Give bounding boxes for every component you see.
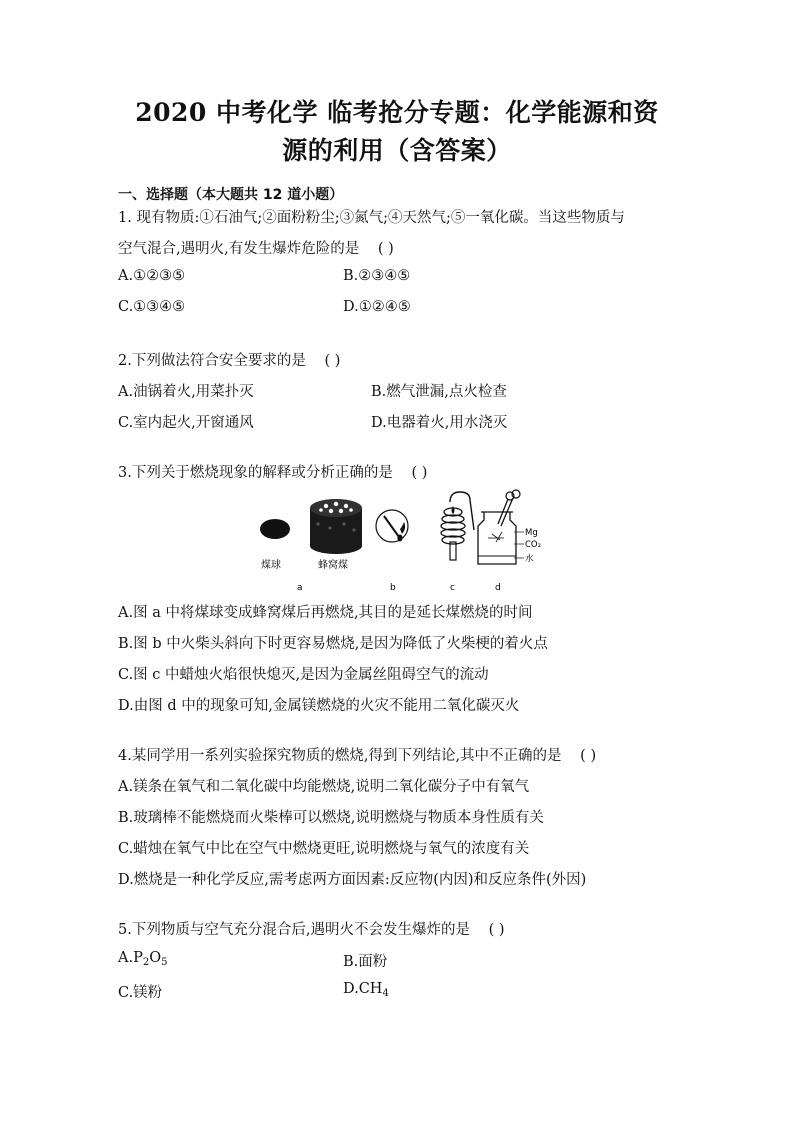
label-coal-ball: 煤球: [261, 560, 281, 571]
q3-option-a: A.图 a 中将煤球变成蜂窝煤后再燃烧,其目的是延长煤燃烧的时间: [118, 605, 533, 621]
label-water: 水: [525, 554, 534, 564]
q3-combustion-figure: [252, 484, 552, 596]
title-line-1: 2020 中考化学 临考抢分专题：化学能源和资: [135, 98, 659, 127]
honeycomb-briquette-image: [310, 499, 362, 554]
q4-stem-text: 4.某同学用一系列实验探究物质的燃烧,得到下列结论,其中不正确的是: [118, 748, 562, 764]
q5-option-d-text: D.CH: [343, 981, 383, 997]
q1-option-a: A.①②③⑤: [118, 268, 186, 284]
q3-stem: [118, 461, 427, 482]
q4-stem: [118, 744, 596, 765]
label-b: b: [390, 583, 396, 593]
q5-stem: [118, 918, 505, 939]
q2-option-b: B.燃气泄漏,点火检查: [371, 384, 507, 400]
label-mg: Mg: [525, 528, 538, 538]
page-title: [60, 94, 734, 170]
q5-option-d-sub: 4: [382, 988, 389, 999]
q5-option-b: B.面粉: [343, 954, 388, 970]
q2-stem: [118, 349, 340, 370]
q1-stem-text: 空气混合,遇明火,有发生爆炸危险的是: [118, 241, 360, 257]
q4-option-b: B.玻璃棒不能燃烧而火柴棒可以燃烧,说明燃烧与物质本身性质有关: [118, 810, 544, 826]
q5-option-a-text-2: O: [149, 950, 162, 966]
q2-option-a: A.油锅着火,用菜扑灭: [118, 384, 254, 400]
q5-option-a-sub-1: 2: [142, 957, 150, 968]
q1-option-d: D.①②④⑤: [343, 299, 411, 315]
q4-option-d: D.燃烧是一种化学反应,需考虑两方面因素:反应物(内因)和反应条件(外因): [118, 872, 587, 888]
q2-answer-paren: ( ): [324, 353, 341, 369]
title-line-2: 源的利用（含答案）: [282, 136, 512, 165]
q5-option-d: [343, 981, 389, 999]
label-c: c: [450, 583, 455, 593]
q2-stem-text: 2.下列做法符合安全要求的是: [118, 353, 306, 369]
q5-stem-text: 5.下列物质与空气充分混合后,遇明火不会发生爆炸的是: [118, 922, 470, 938]
candle-coil-image: [441, 492, 474, 560]
label-co2: CO₂: [525, 540, 542, 550]
q5-option-a-sub-2: 5: [161, 957, 168, 968]
q5-option-a-text: A.P: [118, 950, 143, 966]
q1-stem-line-1: 1. 现有物质:①石油气;②面粉粉尘;③氮气;④天然气;⑤一氧化碳。当这些物质与: [118, 210, 625, 226]
q2-option-d: D.电器着火,用水浇灭: [371, 415, 508, 431]
section-heading: 一、选择题（本大题共 12 道小题）: [118, 187, 344, 203]
coal-ball-image: [260, 519, 290, 539]
q2-option-c: C.室内起火,开窗通风: [118, 415, 254, 431]
q1-option-c: C.①③④⑤: [118, 299, 186, 315]
q3-option-c: C.图 c 中蜡烛火焰很快熄灭,是因为金属丝阻碍空气的流动: [118, 667, 489, 683]
q1-option-b: B.②③④⑤: [343, 268, 411, 284]
q5-option-c: C.镁粉: [118, 985, 163, 1001]
q3-option-d: D.由图 d 中的现象可知,金属镁燃烧的火灾不能用二氧化碳灭火: [118, 698, 520, 714]
q4-option-a: A.镁条在氧气和二氧化碳中均能燃烧,说明二氧化碳分子中有氧气: [118, 779, 530, 795]
q3-answer-paren: ( ): [411, 465, 428, 481]
label-a: a: [297, 583, 303, 593]
q1-stem-line-2: [118, 237, 394, 258]
q1-answer-paren: ( ): [377, 241, 394, 257]
match-image: [376, 510, 408, 542]
mg-in-co2-bottle-image: [478, 490, 524, 564]
q4-answer-paren: ( ): [580, 748, 597, 764]
q3-stem-text: 3.下列关于燃烧现象的解释或分析正确的是: [118, 465, 393, 481]
q5-answer-paren: ( ): [488, 922, 505, 938]
label-honeycomb: 蜂窝煤: [318, 560, 348, 571]
label-d: d: [495, 583, 501, 593]
q3-option-b: B.图 b 中火柴头斜向下时更容易燃烧,是因为降低了火柴梗的着火点: [118, 636, 548, 652]
q4-option-c: C.蜡烛在氧气中比在空气中燃烧更旺,说明燃烧与氧气的浓度有关: [118, 841, 530, 857]
q5-option-a: [118, 950, 167, 968]
